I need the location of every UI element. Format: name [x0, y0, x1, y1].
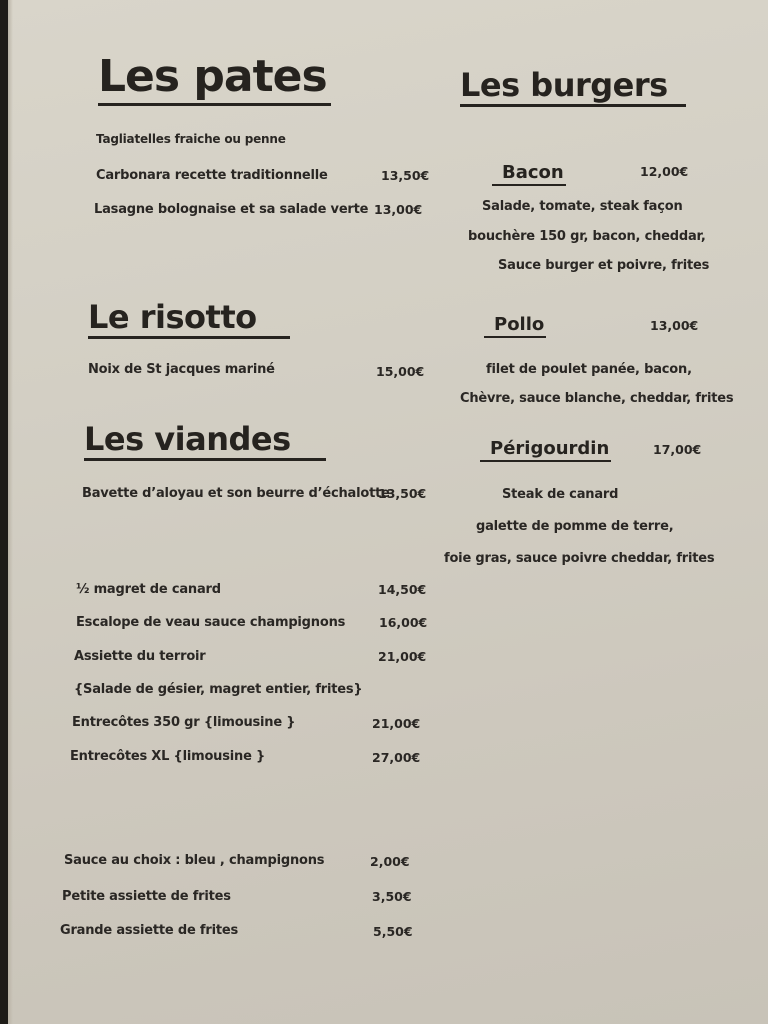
burger-description: filet de poulet panée, bacon,	[486, 362, 692, 377]
menu-item-name: Bavette d’aloyau et son beurre d’échalotte	[82, 486, 390, 501]
burger-description: Salade, tomate, steak façon	[482, 199, 683, 214]
menu-item-name: Noix de St jacques mariné	[88, 362, 275, 377]
menu-item-price: 16,00€	[379, 615, 428, 630]
menu-item-name: ½ magret de canard	[76, 582, 221, 597]
menu-item-name: Petite assiette de frites	[62, 889, 231, 904]
menu-item-name: Entrecôtes XL {limousine }	[70, 749, 266, 764]
menu-item-price: 21,00€	[378, 649, 427, 664]
burger-description: Sauce burger et poivre, frites	[498, 258, 710, 273]
section-title-burgers: Les burgers	[460, 66, 686, 107]
burger-name-perigourdin: Périgourdin	[480, 438, 611, 462]
menu-item-price: 21,00€	[372, 716, 421, 731]
menu-item-name: Escalope de veau sauce champignons	[76, 615, 346, 630]
menu-item-name: Grande assiette de frites	[60, 923, 238, 938]
burger-description: galette de pomme de terre,	[476, 519, 674, 534]
burger-price: 13,00€	[650, 318, 699, 333]
menu-item-price: 13,50€	[378, 486, 427, 501]
menu-item-name: Entrecôtes 350 gr {limousine }	[72, 715, 296, 730]
menu-item-description: {Salade de gésier, magret entier, frites}	[74, 682, 363, 697]
menu-item-price: 13,00€	[374, 202, 423, 217]
section-title-viandes: Les viandes	[84, 420, 326, 461]
menu-item-name: Carbonara recette traditionnelle	[96, 168, 328, 183]
menu-item-name: Lasagne bolognaise et sa salade verte	[94, 202, 369, 217]
menu-item-price: 13,50€	[381, 168, 430, 183]
section-title-pates: Les pates	[98, 52, 331, 106]
burger-price: 17,00€	[653, 442, 702, 457]
menu-item-price: 5,50€	[373, 924, 413, 939]
menu-item-name: Assiette du terroir	[74, 649, 206, 664]
menu-item-price: 2,00€	[370, 854, 410, 869]
menu-item-name: Sauce au choix : bleu , champignons	[64, 853, 325, 868]
burger-description: foie gras, sauce poivre cheddar, frites	[444, 551, 715, 566]
burger-name-bacon: Bacon	[492, 162, 566, 186]
menu-item-price: 14,50€	[378, 582, 427, 597]
burger-description: bouchère 150 gr, bacon, cheddar,	[468, 229, 706, 244]
burger-name-pollo: Pollo	[484, 314, 546, 338]
menu-item-price: 3,50€	[372, 889, 412, 904]
menu-item-price: 27,00€	[372, 750, 421, 765]
pates-subtitle: Tagliatelles fraiche ou penne	[96, 132, 286, 146]
section-title-risotto: Le risotto	[88, 298, 290, 339]
menu-item-price: 15,00€	[376, 364, 425, 379]
burger-description: Chèvre, sauce blanche, cheddar, frites	[460, 391, 734, 406]
burger-description: Steak de canard	[502, 487, 619, 502]
burger-price: 12,00€	[640, 164, 689, 179]
menu-page	[8, 0, 768, 1024]
